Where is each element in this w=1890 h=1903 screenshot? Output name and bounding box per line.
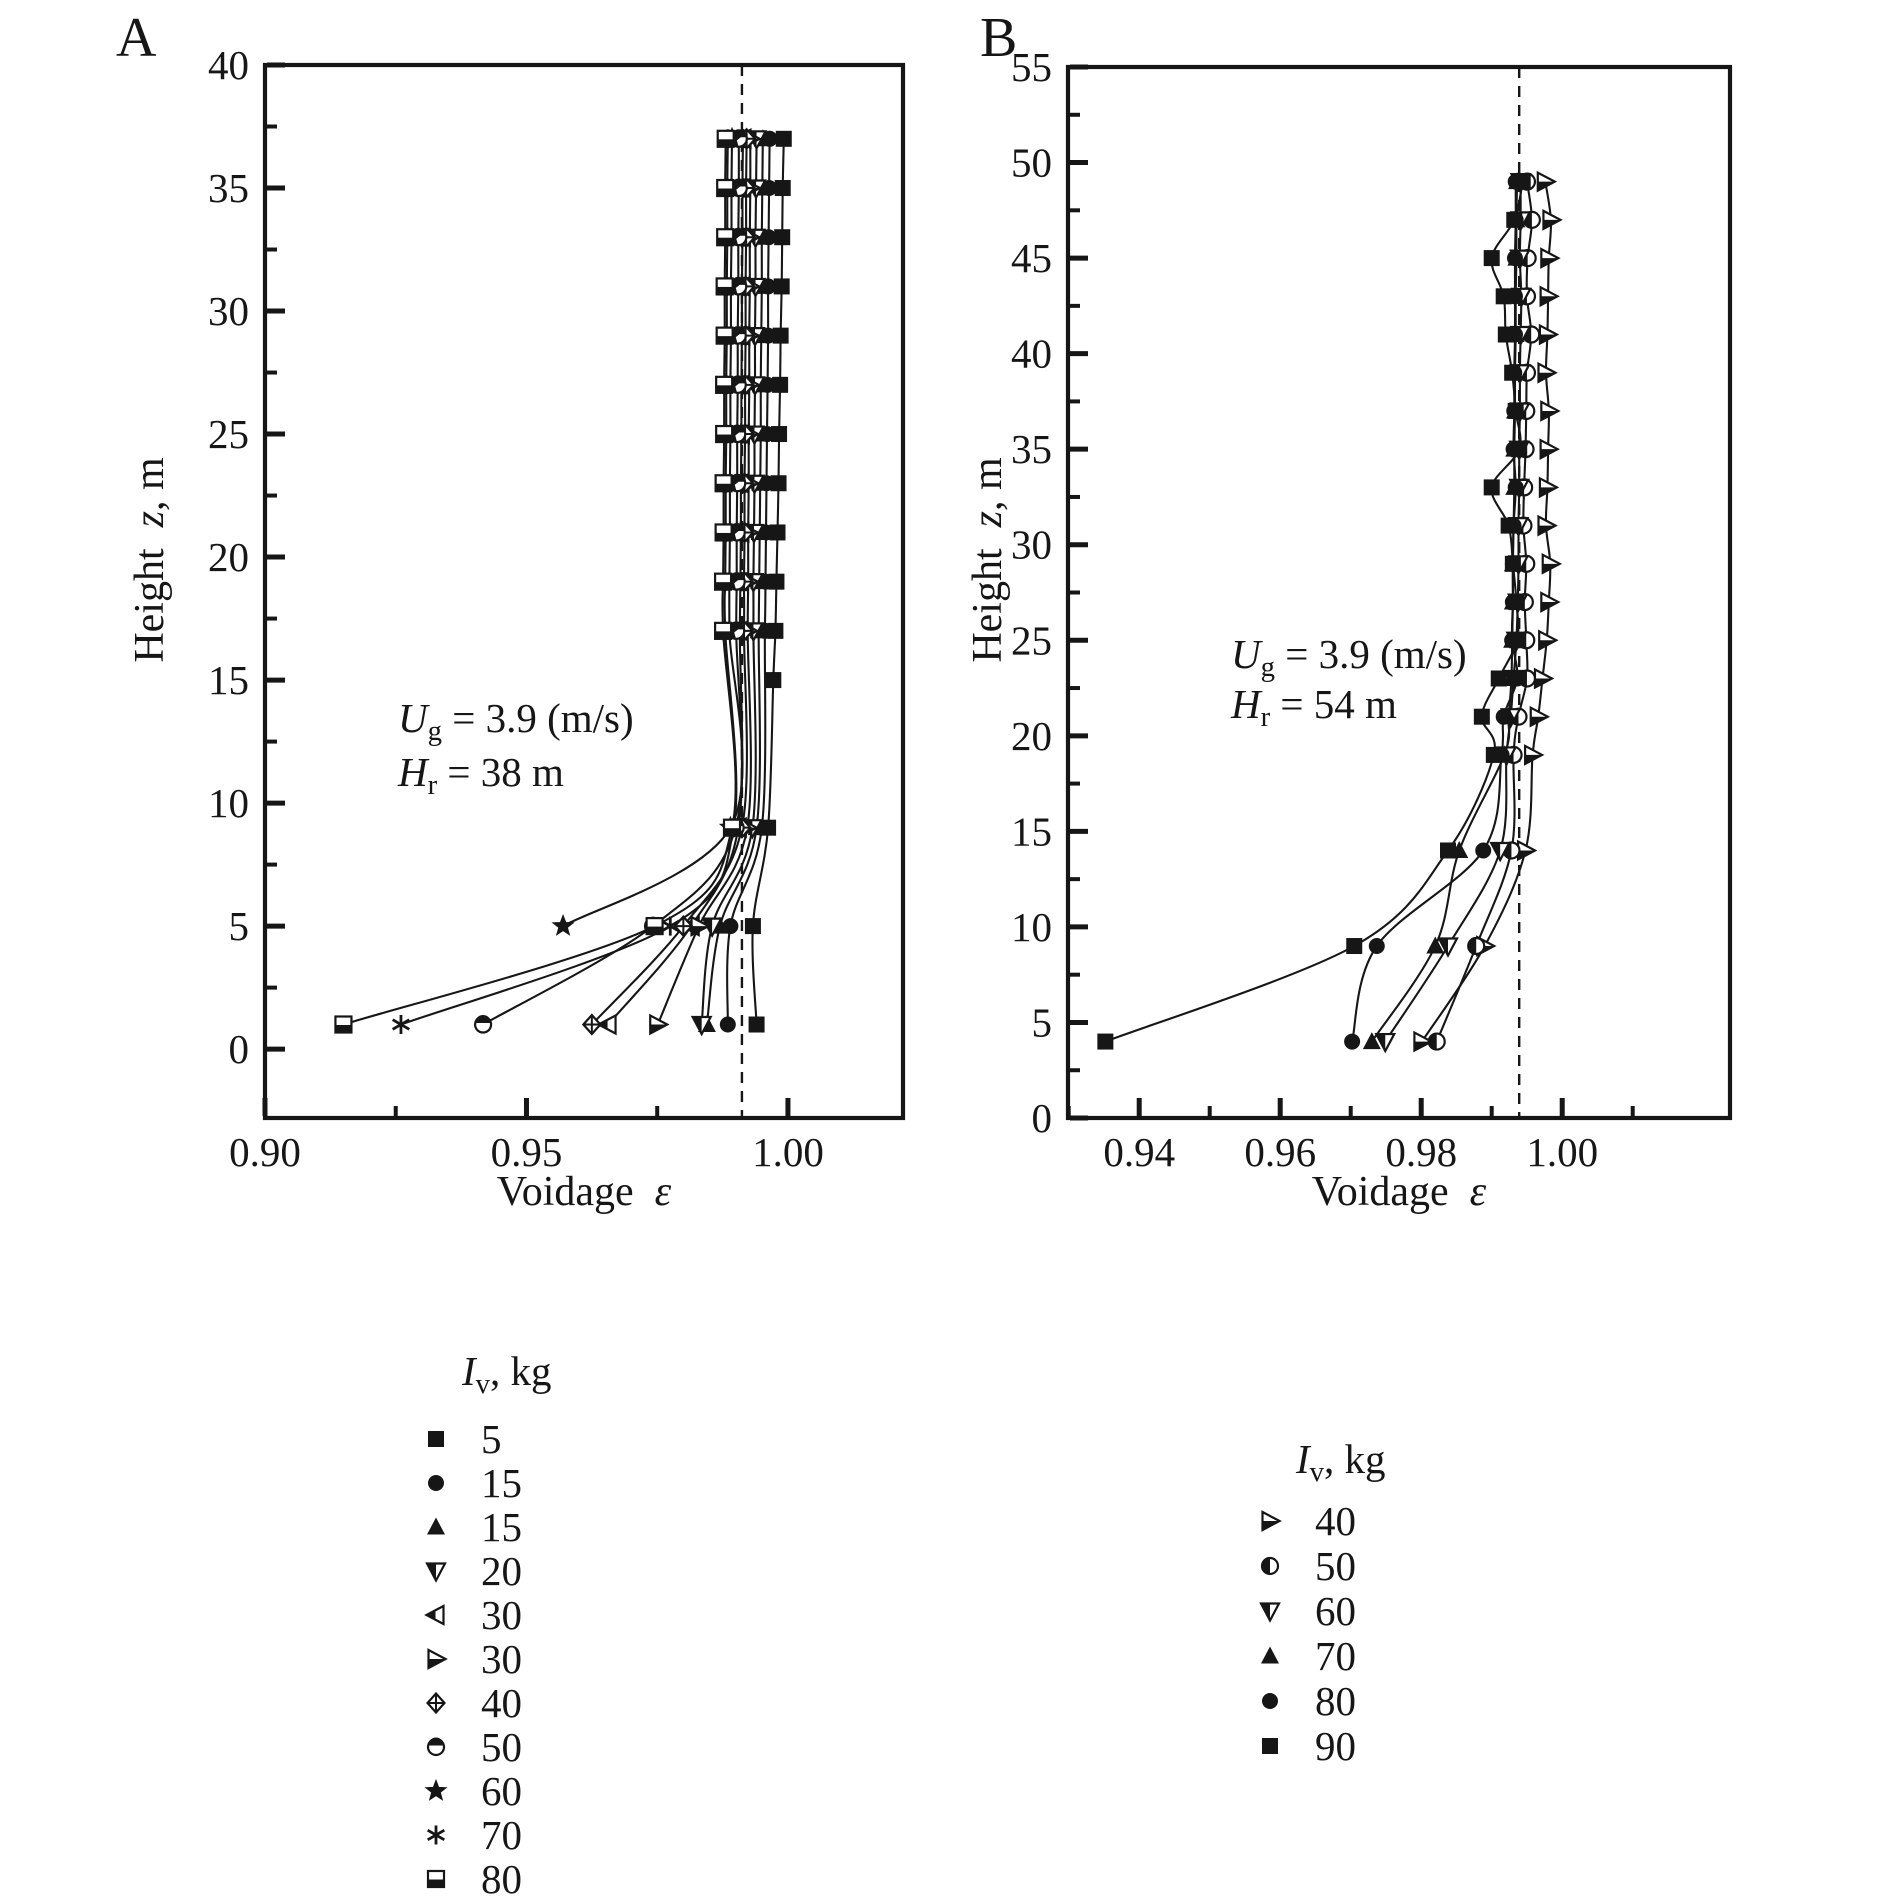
y-tick-label: 35: [208, 165, 249, 212]
y-title-var-a: z: [127, 511, 173, 528]
legend-item-B-90-5: [1252, 1723, 1356, 1768]
y-tick-label: 30: [208, 288, 249, 335]
x-tick-label: 0.96: [1244, 1129, 1317, 1175]
series-line: [1372, 182, 1517, 1042]
y-tick-label: 20: [1011, 712, 1052, 759]
y-tick-label: 40: [208, 42, 249, 88]
series-A-star-60: [554, 129, 743, 934]
triangle-right-half-icon: [418, 1641, 454, 1677]
x-tick-label: 0.90: [229, 1129, 301, 1175]
x-title-symbol-a: ε: [654, 1169, 672, 1215]
legend-item-B-70-3: [1252, 1633, 1356, 1678]
y-axis-title-b: [964, 457, 1012, 662]
triangle-down-half-icon: [1252, 1593, 1288, 1629]
legend-item-A-70-9: [418, 1813, 522, 1857]
legend-item-B-80-4: [1252, 1678, 1356, 1723]
triangle-up-filled-icon: [418, 1509, 454, 1545]
y-tick-label: 15: [1011, 808, 1052, 855]
annotation-ug-a: [398, 694, 634, 748]
legend-item-label: 40: [481, 1680, 522, 1726]
circle-halfleft-icon: [1252, 1548, 1288, 1584]
x-tick-label: 0.94: [1103, 1129, 1176, 1175]
square-filled-icon: [418, 1421, 454, 1457]
y-tick-label: 10: [1011, 903, 1052, 950]
legend-items-b: [1252, 1498, 1356, 1768]
y-tick-label: 40: [1011, 330, 1052, 377]
legend-title-var-b: I: [1296, 1436, 1310, 1482]
annot-sub: r: [1260, 701, 1271, 734]
annot-text: = 54 m: [1270, 681, 1397, 727]
y-tick-label: 50: [1011, 139, 1052, 186]
annot-text: = 3.9 (m/s): [441, 695, 634, 741]
panel-letter-a: A: [116, 7, 157, 69]
annotation-hr-b: [1231, 680, 1397, 734]
triangle-left-half-icon: [418, 1597, 454, 1633]
legend-item-label: 30: [481, 1636, 522, 1682]
x-axis-title-a: [497, 1168, 671, 1216]
legend-item-B-60-2: [1252, 1588, 1356, 1633]
legend-title-b: [1296, 1435, 1386, 1489]
x-tick-label: 1.00: [752, 1129, 824, 1175]
y-axis-title-a: [126, 457, 174, 662]
legend-item-B-40-0: [1252, 1498, 1356, 1543]
series-markers: [554, 129, 742, 934]
legend-item-label: 80: [1315, 1677, 1356, 1724]
y-tick-label: 15: [208, 657, 249, 704]
legend-item-label: 70: [1315, 1632, 1356, 1679]
y-tick-label: 45: [1011, 235, 1052, 282]
legend-item-label: 60: [1315, 1587, 1356, 1634]
legend-item-label: 15: [481, 1504, 522, 1550]
y-title-suffix-a: , m: [127, 457, 173, 511]
legend-item-A-20-3: [418, 1549, 522, 1593]
circle-filled-icon: [1252, 1683, 1288, 1719]
legend-item-A-30-4: [418, 1593, 522, 1637]
annot-var: H: [398, 749, 428, 795]
y-tick-label: 30: [1011, 521, 1052, 568]
legend-items-a: [418, 1417, 522, 1901]
annotation-ug-b: [1231, 630, 1467, 684]
legend-item-label: 50: [1315, 1542, 1356, 1589]
diamond-cross-icon: [418, 1685, 454, 1721]
square-filled-icon: [1252, 1728, 1288, 1764]
legend-item-A-30-5: [418, 1637, 522, 1681]
y-tick-label: 20: [208, 534, 249, 581]
x-tick-label: 1.00: [1526, 1129, 1599, 1175]
legend-title-rest-a: , kg: [490, 1348, 552, 1394]
series-line: [483, 139, 742, 1025]
annot-sub: g: [1260, 651, 1275, 684]
y-title-var-b: z: [965, 511, 1011, 528]
legend-item-A-15-1: [418, 1461, 522, 1505]
y-tick-label: 5: [1031, 999, 1052, 1046]
annotation-hr-a: [398, 748, 564, 802]
legend-title-sub-a: v: [475, 1368, 490, 1401]
legend-item-label: 60: [481, 1768, 522, 1814]
legend-title-a: [462, 1347, 552, 1401]
panel-letter-b: B: [980, 7, 1018, 69]
legend-item-B-50-1: [1252, 1543, 1356, 1588]
triangle-up-filled-icon: [1252, 1638, 1288, 1674]
legend-title-rest-b: , kg: [1324, 1436, 1386, 1482]
series-line: [1105, 182, 1522, 1042]
x-title-symbol-b: ε: [1469, 1169, 1487, 1215]
annot-sub: r: [427, 769, 438, 802]
legend-item-label: 20: [481, 1548, 522, 1594]
legend-title-sub-b: v: [1309, 1456, 1324, 1489]
series-line: [401, 139, 736, 1025]
series-line: [1352, 182, 1517, 1042]
y-tick-label: 35: [1011, 426, 1052, 473]
y-tick-label: 0: [228, 1026, 249, 1073]
x-axis-title-b: [1312, 1168, 1486, 1216]
annot-var: U: [1231, 631, 1261, 677]
plot-A: [208, 42, 903, 1175]
annot-var: U: [398, 695, 428, 741]
star-icon: [418, 1773, 454, 1809]
plot-frame-B: [1068, 67, 1730, 1118]
triangle-right-half-icon: [1252, 1503, 1288, 1539]
x-tick-label: 0.95: [490, 1129, 563, 1175]
square-halfbottom-icon: [418, 1861, 454, 1897]
series-A-square-halfbottom-80: [335, 131, 740, 1033]
legend-item-label: 50: [481, 1724, 522, 1770]
legend-item-label: 40: [1315, 1497, 1356, 1544]
circle-halftop-icon: [418, 1729, 454, 1765]
legend-title-var-a: I: [462, 1348, 476, 1394]
series-markers: [335, 131, 740, 1033]
legend-item-A-15-2: [418, 1505, 522, 1549]
series-B-triangle-down-half-60: [1376, 174, 1530, 1051]
annot-sub: g: [427, 715, 442, 748]
annot-text: = 38 m: [437, 749, 564, 795]
series-markers: [1376, 174, 1530, 1051]
annot-text: = 3.9 (m/s): [1274, 631, 1467, 677]
legend-item-A-5-0: [418, 1417, 522, 1461]
legend-item-label: 80: [481, 1856, 522, 1902]
axis-ticks-A: [265, 65, 788, 1116]
legend-item-label: 90: [1315, 1722, 1356, 1769]
y-tick-label: 10: [208, 780, 249, 827]
triangle-down-half-icon: [418, 1553, 454, 1589]
legend-item-A-80-10: [418, 1857, 522, 1901]
legend-item-A-50-7: [418, 1725, 522, 1769]
series-line: [343, 139, 735, 1025]
x-title-word-b: Voidage: [1311, 1169, 1449, 1215]
asterisk-icon: [418, 1817, 454, 1853]
y-title-suffix-b: , m: [965, 457, 1011, 511]
y-tick-label: 25: [208, 411, 249, 458]
y-tick-label: 0: [1031, 1095, 1052, 1141]
y-title-word-b: Height: [965, 548, 1011, 663]
y-tick-label: 25: [1011, 617, 1052, 664]
y-tick-label: 55: [1011, 44, 1052, 90]
legend-item-A-60-8: [418, 1769, 522, 1813]
y-tick-label: 5: [228, 903, 249, 950]
legend-item-label: 15: [481, 1460, 522, 1506]
x-title-word-a: Voidage: [496, 1169, 634, 1215]
circle-filled-icon: [418, 1465, 454, 1501]
legend-item-A-40-6: [418, 1681, 522, 1725]
series-line: [1422, 182, 1551, 1042]
y-title-word-a: Height: [127, 548, 173, 663]
legend-item-label: 70: [481, 1812, 522, 1858]
x-tick-label: 0.98: [1385, 1129, 1458, 1175]
annot-var: H: [1231, 681, 1261, 727]
plot-frame-A: [265, 65, 903, 1118]
plot-B: [1011, 44, 1730, 1175]
legend-item-label: 30: [481, 1592, 522, 1638]
legend-item-label: 5: [481, 1416, 502, 1462]
